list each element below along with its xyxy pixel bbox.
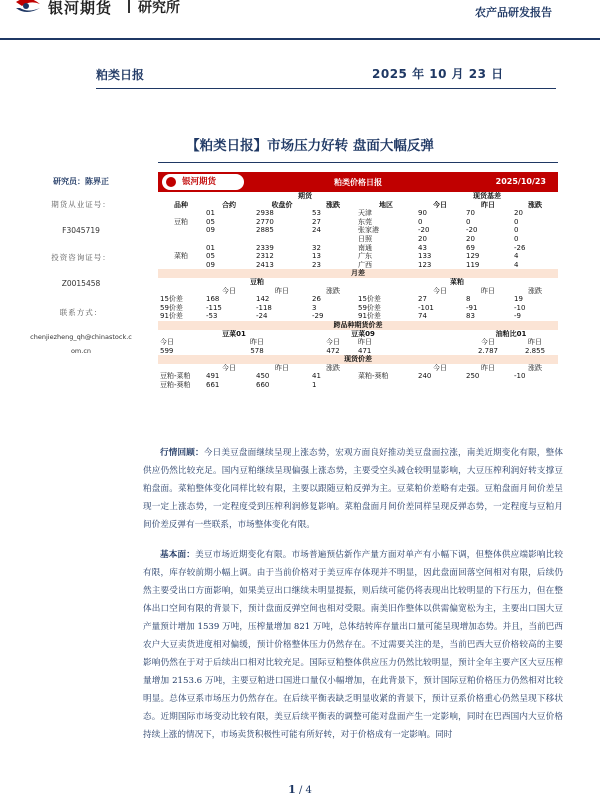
table-cell: 广西 bbox=[358, 260, 372, 269]
table-cell: 菜粕-葵粕 bbox=[358, 372, 389, 381]
market-review-text: 今日美豆盘面继续呈现上涨态势，宏观方面良好推动美豆盘面拉涨，南美近期变化有限，整体供应仍然比较充足。国内豆粕继续呈现偏强上涨态势，主要受空头减仓较明显影响，大豆压榨利润好转支撑豆粕盘面。菜粕整体变化同样比较有限，主要以跟随豆粕反弹为主。豆菜粕价差略有走强。豆粕盘面月间价差呈现一定上涨态势，一定程度受到压榨利润修复影响。菜粕盘面月间价差同样呈现反弹态势，一定程度与豆粕月间价差反弹有一些联系，市场整体变化有限。 bbox=[143, 448, 563, 530]
table-cell: -118 bbox=[256, 303, 272, 312]
table-cell: -10 bbox=[514, 372, 526, 381]
table-cell: 3 bbox=[312, 303, 317, 312]
table-cell: 250 bbox=[466, 372, 480, 381]
table-cell: 471 bbox=[358, 346, 372, 355]
table-cell: 0 bbox=[466, 217, 471, 226]
table-cell: 涨跌 bbox=[528, 200, 543, 209]
table-cell: 27 bbox=[418, 295, 427, 304]
table-cell: -20 bbox=[466, 226, 478, 235]
table-cell: 20 bbox=[418, 234, 427, 243]
table-cell: 83 bbox=[466, 312, 475, 321]
table-cell: -91 bbox=[466, 303, 478, 312]
price-table bbox=[158, 172, 558, 390]
table-cell: 0 bbox=[514, 234, 519, 243]
table-cell: 豆粕-菜粕 bbox=[160, 372, 191, 381]
table-cell: 09 bbox=[206, 226, 215, 235]
table-cell: 8 bbox=[466, 295, 471, 304]
table-cell: 129 bbox=[466, 252, 480, 261]
table-cell: 今日 bbox=[433, 363, 447, 372]
table-cell: 19 bbox=[514, 295, 523, 304]
table-cell bbox=[464, 381, 512, 390]
sub-header-rule bbox=[96, 88, 556, 89]
table-cell: 27 bbox=[312, 217, 321, 226]
table-cell bbox=[158, 209, 204, 218]
table-cell: 菜粕 bbox=[450, 277, 465, 286]
spread-group-row bbox=[158, 278, 558, 287]
table-cell bbox=[356, 364, 416, 373]
table-cell: 昨日 bbox=[275, 363, 289, 372]
table-cell bbox=[416, 381, 464, 390]
table-cell: 599 bbox=[160, 346, 174, 355]
table-cell: 660 bbox=[256, 381, 270, 390]
table-cell: 0 bbox=[418, 217, 423, 226]
table-cell: 现货基差 bbox=[473, 192, 502, 200]
table-cell: 日照 bbox=[358, 234, 372, 243]
table-cell: 01 bbox=[206, 209, 215, 218]
futures-row bbox=[158, 244, 558, 253]
table-cell: 昨日 bbox=[250, 338, 264, 347]
table-cell: 70 bbox=[466, 209, 475, 218]
column-header-row bbox=[158, 201, 558, 210]
table-cell: 合约 bbox=[222, 200, 236, 209]
table-cell: 张家港 bbox=[358, 226, 379, 235]
fundamentals-paragraph bbox=[143, 546, 563, 744]
table-cell: 2770 bbox=[256, 217, 274, 226]
table-cell: 昨日 bbox=[358, 338, 372, 347]
spread-row bbox=[158, 304, 558, 313]
table-cell: 2339 bbox=[256, 243, 274, 252]
table-cell: 今日 bbox=[433, 200, 447, 209]
table-cell: 32 bbox=[312, 243, 321, 252]
table-cell: 期货 bbox=[298, 192, 312, 200]
report-date: 2025 年 10 月 23 日 bbox=[372, 67, 504, 81]
table-cell: 东莞 bbox=[358, 217, 372, 226]
table-cell: -24 bbox=[256, 312, 268, 321]
table-cell: 01 bbox=[206, 243, 215, 252]
spread-row bbox=[158, 295, 558, 304]
advisor-number: Z0015458 bbox=[61, 279, 101, 288]
table-cell: 豆粕 bbox=[174, 217, 188, 226]
table-cell: 240 bbox=[418, 372, 432, 381]
contact-email[interactable] bbox=[14, 333, 148, 355]
contact-label: 联系方式： bbox=[59, 308, 103, 317]
cross-band bbox=[158, 321, 558, 330]
table-cell: 今日 bbox=[222, 286, 236, 295]
brand-divider bbox=[128, 0, 130, 13]
table-cell: -29 bbox=[312, 312, 324, 321]
table-cell: 昨日 bbox=[275, 286, 289, 295]
table-cell: 涨跌 bbox=[326, 363, 340, 372]
table-cell: 涨跌 bbox=[326, 286, 340, 295]
table-cell: 15价差 bbox=[160, 295, 183, 304]
table-cell: 现货价差 bbox=[158, 355, 558, 364]
table-cell: 53 bbox=[312, 209, 321, 218]
table-cell: 天津 bbox=[358, 209, 372, 218]
table-cell: 26 bbox=[312, 295, 321, 304]
table-cell: 91价差 bbox=[358, 312, 381, 321]
futures-row bbox=[158, 226, 558, 235]
page-total: / 4 bbox=[298, 785, 312, 796]
spot-band bbox=[158, 355, 558, 364]
galaxy-logo-icon bbox=[14, 0, 42, 16]
table-cell: 4 bbox=[514, 252, 519, 261]
table-cell: 168 bbox=[206, 295, 220, 304]
table-cell: 59价差 bbox=[358, 303, 381, 312]
page-current: 1 bbox=[288, 783, 296, 796]
table-cell: 2938 bbox=[256, 209, 274, 218]
report-title: 【粕类日报】市场压力好转 盘面大幅反弹 bbox=[186, 138, 434, 154]
futures-row bbox=[158, 235, 558, 244]
table-cell: 豆粕 bbox=[250, 277, 264, 286]
table-cell: 昨日 bbox=[481, 286, 495, 295]
price-grid bbox=[158, 192, 558, 390]
table-cell bbox=[158, 235, 204, 244]
table-cell: 119 bbox=[466, 260, 480, 269]
table-cell: 24 bbox=[312, 226, 321, 235]
table-cell bbox=[310, 235, 356, 244]
sub-header bbox=[0, 58, 600, 92]
table-cell: -9 bbox=[514, 312, 521, 321]
table-cell: 豆粕-葵粕 bbox=[160, 381, 191, 390]
page-header bbox=[0, 0, 600, 40]
futures-row bbox=[158, 209, 558, 218]
email-line-2: om.cn bbox=[70, 347, 92, 355]
market-review-paragraph bbox=[143, 444, 563, 534]
table-cell bbox=[416, 330, 464, 339]
table-cell: 23 bbox=[312, 260, 321, 269]
table-cell: 472 bbox=[326, 346, 340, 355]
futures-row bbox=[158, 252, 558, 261]
table-cell: 豆菜09 bbox=[351, 329, 375, 338]
table-cell: 74 bbox=[418, 312, 427, 321]
table-cell bbox=[512, 381, 558, 390]
table-cell bbox=[158, 226, 204, 235]
table-cell: 今日 bbox=[481, 338, 495, 347]
table-cell: 菜粕 bbox=[174, 252, 188, 261]
header-rule bbox=[0, 38, 600, 40]
table-cell: 43 bbox=[418, 243, 427, 252]
report-section: 粕类日报 bbox=[96, 68, 145, 82]
table-cell: 491 bbox=[206, 372, 220, 381]
table-cell: -101 bbox=[418, 303, 434, 312]
table-cell: 0 bbox=[514, 217, 519, 226]
table-cell: 广东 bbox=[358, 252, 372, 261]
table-cell: 41 bbox=[312, 372, 321, 381]
table-cell: 跨品种期货价差 bbox=[158, 321, 558, 330]
futures-row bbox=[158, 218, 558, 227]
table-cell: 142 bbox=[256, 295, 270, 304]
table-cell bbox=[356, 287, 416, 296]
table-cell: -115 bbox=[206, 303, 222, 312]
table-cell: 2885 bbox=[256, 226, 274, 235]
cross-group-row bbox=[158, 330, 558, 339]
cert-label: 期货从业证号： bbox=[51, 200, 111, 209]
table-cell: 20 bbox=[514, 209, 523, 218]
fundamentals-heading: 基本面： bbox=[160, 550, 196, 560]
page-number bbox=[0, 783, 600, 796]
table-cell: 2.855 bbox=[524, 346, 546, 355]
table-date: 2025/10/23 bbox=[495, 177, 546, 186]
table-cell bbox=[416, 347, 464, 356]
table-cell: 578 bbox=[250, 346, 264, 355]
spot-header-row bbox=[158, 364, 558, 373]
table-cell: 450 bbox=[256, 372, 270, 381]
table-cell: 91价差 bbox=[160, 312, 183, 321]
table-cell: 69 bbox=[466, 243, 475, 252]
spread-header-row bbox=[158, 287, 558, 296]
table-cell bbox=[158, 244, 204, 253]
table-cell: 涨跌 bbox=[528, 363, 543, 372]
table-cell: -53 bbox=[206, 312, 218, 321]
analyst-name: 研究员：陈界正 bbox=[53, 176, 109, 186]
spot-row bbox=[158, 381, 558, 390]
table-cell: 13 bbox=[312, 252, 321, 261]
table-cell: 2.787 bbox=[477, 346, 499, 355]
table-cell: 4 bbox=[514, 260, 519, 269]
table-cell bbox=[158, 261, 204, 270]
table-cell: 2312 bbox=[256, 252, 274, 261]
table-cell: 油粕比01 bbox=[495, 329, 527, 338]
table-cell bbox=[158, 192, 254, 201]
table-cell: 昨日 bbox=[528, 338, 543, 347]
table-cell: 今日 bbox=[326, 338, 340, 347]
table-cell: 地区 bbox=[379, 200, 393, 209]
table-cell: 月差 bbox=[158, 269, 558, 278]
table-cell: 豆菜01 bbox=[222, 329, 246, 338]
table-cell bbox=[416, 338, 464, 347]
spread-row bbox=[158, 312, 558, 321]
table-cell: 品种 bbox=[174, 200, 188, 209]
table-cell: 1 bbox=[312, 381, 317, 390]
table-cell: 123 bbox=[418, 260, 432, 269]
table-cell: 收盘价 bbox=[271, 200, 293, 209]
table-cell: 90 bbox=[418, 209, 427, 218]
table-name: 粕类价格日报 bbox=[334, 178, 382, 187]
table-cell: 涨跌 bbox=[326, 200, 340, 209]
brand-subtitle: 研究所 bbox=[138, 0, 180, 16]
table-cell: -10 bbox=[514, 303, 526, 312]
futures-row bbox=[158, 261, 558, 270]
email-line-1: chenjiezheng_qh@chinastock.c bbox=[30, 333, 132, 341]
table-cell bbox=[254, 235, 310, 244]
table-cell bbox=[158, 364, 204, 373]
table-cell: 今日 bbox=[160, 338, 174, 347]
table-cell: -20 bbox=[418, 226, 430, 235]
report-body bbox=[143, 444, 563, 756]
table-cell: 涨跌 bbox=[528, 286, 543, 295]
market-review-heading: 行情回顾： bbox=[160, 448, 204, 458]
report-type: 农产品研发报告 bbox=[475, 6, 552, 19]
price-table-header bbox=[158, 172, 558, 192]
cross-header-row bbox=[158, 338, 558, 347]
cert-number: F3045719 bbox=[62, 226, 100, 235]
fundamentals-text: 美豆市场近期变化有限。市场普遍预估新作产量方面对单产有小幅下调，但整体供应端影响比较有限，库存较前期小幅上调。由于当前价格对于美豆库存体现并不明显，因此盘面回落空间相对有限，后续仍然主要受出口方面影响，如果美豆出口继续未明显提振，则后续可能仍将表现出比较明显的下行压力，但在整体出口空间有限的背景下，预计盘面反弹空间也相对受限。南美旧作整体以供需偏宽松为主，主要出口国大豆产量预计增加 1539 万吨，压榨量增加 821 万吨，总体结转库存量出口量可能呈现增加态势。并且，当前巴西农户大豆卖货进度相对偏缓，预计价格整体压力仍然存在。不过需要关注的是，当前巴西大豆价格较高的主要影响仍然在于对于后续出口相对比较充足。国际豆粕整体供应压力仍然比较明显，预计全年主要产区大豆压榨量增加 2153.6 万吨，主要豆粕进口国进口量仅小幅增加，在此背景下，预计国际豆粕价格压力仍然相对比较明显。总体豆系市场压力仍然存在。在后续平衡表缺乏明显收紧的背景下，预计豆系价格重心仍然呈现下移状态。近期国际市场变动比较有限，美豆后续平衡表的调整可能对盘面产生一定影响，同时在巴西国内大豆价格持续上涨的情况下，市场卖货积极性可能有所好转，对于价格成有一定影响。同时 bbox=[143, 550, 563, 740]
table-cell bbox=[356, 381, 416, 390]
table-cell: 09 bbox=[206, 260, 215, 269]
analyst-info bbox=[14, 176, 148, 355]
brand-name: 银河期货 bbox=[48, 0, 113, 17]
table-cell: 20 bbox=[466, 234, 475, 243]
title-rule bbox=[158, 162, 558, 163]
table-cell: 今日 bbox=[433, 286, 447, 295]
table-cell: 15价差 bbox=[358, 295, 381, 304]
table-cell bbox=[204, 235, 254, 244]
table-cell: 133 bbox=[418, 252, 432, 261]
table-cell: 59价差 bbox=[160, 303, 183, 312]
spot-row bbox=[158, 372, 558, 381]
table-cell bbox=[158, 287, 204, 296]
table-cell: 0 bbox=[514, 226, 519, 235]
table-cell: 05 bbox=[206, 217, 215, 226]
table-cell: 昨日 bbox=[481, 363, 495, 372]
table-cell: 05 bbox=[206, 252, 215, 261]
table-cell: 南通 bbox=[358, 243, 372, 252]
group-header-row bbox=[158, 192, 558, 201]
cross-row bbox=[158, 347, 558, 356]
table-cell: 今日 bbox=[222, 363, 236, 372]
spread-band bbox=[158, 269, 558, 278]
table-cell bbox=[356, 192, 416, 201]
table-cell: 661 bbox=[206, 381, 220, 390]
table-cell: -26 bbox=[514, 243, 526, 252]
table-cell: 2413 bbox=[256, 260, 274, 269]
table-logo-text: 银河期货 bbox=[182, 177, 217, 187]
table-cell: 昨日 bbox=[481, 200, 495, 209]
advisor-label: 投资咨询证号： bbox=[51, 253, 111, 262]
